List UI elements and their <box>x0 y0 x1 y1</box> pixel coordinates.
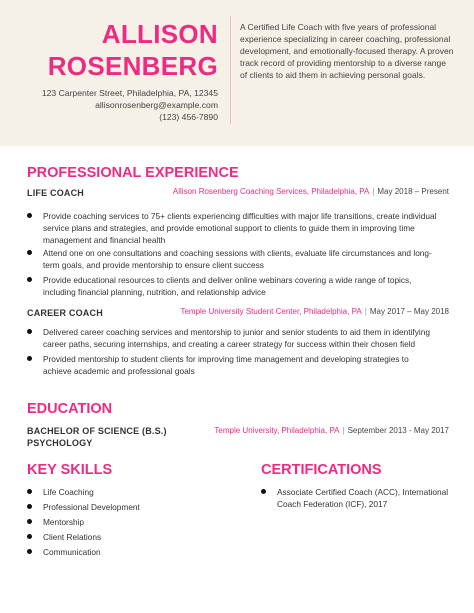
bullet-text: Provide coaching services to 75+ clients experiencing difficulties with major life transitions, create individual service plans and strategies, and provide emotional support to clients to guide them in improving time management and financial health <box>43 211 437 245</box>
skill-text: Life Coaching <box>43 487 94 497</box>
bullet-icon <box>261 489 266 494</box>
job-title-career-coach: CAREER COACH <box>27 308 103 318</box>
list-item <box>43 210 438 246</box>
bullet-icon <box>27 549 32 554</box>
name-last: ROSENBERG <box>47 51 218 81</box>
skill-text: Client Relations <box>43 532 102 542</box>
education-heading: EDUCATION <box>27 401 113 417</box>
bullet-icon <box>27 329 32 334</box>
bullet-icon <box>27 277 32 282</box>
degree-name: BACHELOR OF SCIENCE (B.S.) <box>27 426 167 436</box>
meta-separator: | <box>372 187 375 196</box>
bullet-text: Delivered career coaching services and mentorship to junior and senior students to aid them in identifying career paths, securing internships, and creating a career strategy for success within their chosen field <box>43 327 430 349</box>
bullet-text: Provided mentorship to student clients for improving time management and developing strategies to achieve academic and professional goals <box>43 354 409 376</box>
job-org: Temple University Student Center, Philadelphia, PA <box>180 307 362 316</box>
job-title-life-coach: LIFE COACH <box>27 188 84 198</box>
certifications-heading: CERTIFICATIONS <box>261 462 382 478</box>
header-divider <box>230 16 231 124</box>
job-dates: May 2017 – May 2018 <box>369 307 449 316</box>
skill-text: Professional Development <box>43 502 140 512</box>
resume-header <box>0 0 474 146</box>
bullet-icon <box>27 213 32 218</box>
professional-summary: A Certified Life Coach with five years of professional experience specializing in career coaching, professional development, and emotionally-focused therapy. A proven track record of providing mentorship to a diverse range of clients to aid them in achieving personal goals. <box>240 22 454 80</box>
bullet-text: Attend one on one consultations and coaching sessions with clients, evaluate life circumstances and long-term goals, and provide mentorship to ensure client success <box>43 248 432 270</box>
skill-text: Communication <box>43 547 101 557</box>
skills-heading: KEY SKILLS <box>27 462 113 478</box>
bullet-text: Provide educational resources to clients and deliver online webinars covering a wide range of topics, including financial planning, nutrition, and relationship advice <box>43 275 412 297</box>
list-item <box>43 516 84 528</box>
certification-text: Associate Certified Coach (ACC), International Coach Federation (ICF), 2017 <box>277 487 449 509</box>
meta-separator: | <box>342 426 345 435</box>
skill-text: Mentorship <box>43 517 85 527</box>
list-item <box>43 353 438 377</box>
meta-separator: | <box>364 307 367 316</box>
school-name: Temple University, Philadelphia, PA <box>214 426 340 435</box>
list-item <box>43 247 438 271</box>
list-item <box>43 274 438 298</box>
contact-email: allisonrosenberg@example.com <box>95 100 218 110</box>
contact-phone: (123) 456-7890 <box>159 112 218 122</box>
list-item <box>43 531 101 543</box>
bullet-icon <box>27 489 32 494</box>
education-meta <box>214 426 449 435</box>
bullet-icon <box>27 534 32 539</box>
list-item <box>43 486 94 498</box>
bullet-icon <box>27 519 32 524</box>
list-item <box>43 326 438 350</box>
list-item <box>43 546 101 558</box>
bullet-icon <box>27 250 32 255</box>
education-dates: September 2013 - May 2017 <box>347 426 449 435</box>
job-meta-life-coach <box>173 187 449 196</box>
bullet-icon <box>27 504 32 509</box>
name-first: ALLISON <box>101 19 218 49</box>
bullet-icon <box>27 356 32 361</box>
job-meta-career-coach <box>180 307 449 316</box>
job-dates: May 2018 – Present <box>377 187 449 196</box>
degree-major: PSYCHOLOGY <box>27 438 93 448</box>
contact-address: 123 Carpenter Street, Philadelphia, PA, 12345 <box>41 88 218 98</box>
experience-heading: PROFESSIONAL EXPERIENCE <box>27 165 239 181</box>
job-org: Allison Rosenberg Coaching Services, Philadelphia, PA <box>172 187 370 196</box>
list-item <box>43 501 140 513</box>
list-item <box>277 486 457 510</box>
